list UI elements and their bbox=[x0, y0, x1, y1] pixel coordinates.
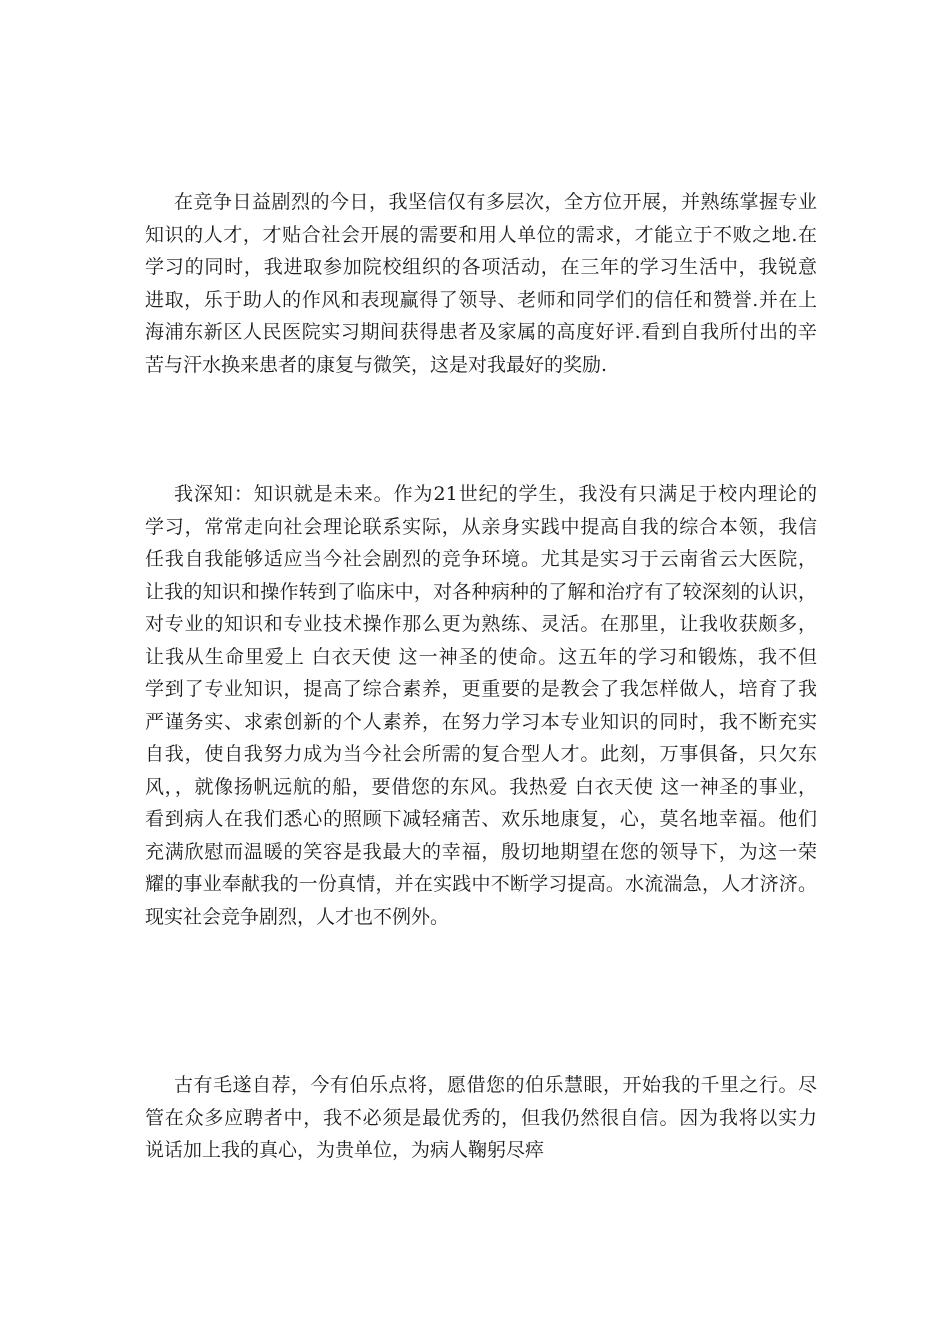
text-line: 自我，使自我努力成为当今社会所需的复合型人才。此刻，万事俱备，只欠东 bbox=[145, 743, 817, 765]
paragraph-self-recommendation bbox=[145, 1069, 817, 1167]
text-line: 充满欣慰而温暖的笑容是我最大的幸福，殷切地期望在您的领导下，为这一荣 bbox=[145, 840, 817, 863]
text-line: 学到了专业知识，提高了综合素养，更重要的是教会了我怎样做人，培育了我 bbox=[145, 678, 817, 700]
text-line: 对专业的知识和专业技术操作那么更为熟练、灵活。在那里，让我收获颇多， bbox=[145, 613, 817, 635]
text-line: 看到病人在我们悉心的照顾下减轻痛苦、欢乐地康复，心，莫名地幸福。他们 bbox=[145, 808, 817, 830]
text-line: 风，，就像扬帆远航的船，要借您的东风。我热爱 白衣天使 这一神圣的事业， bbox=[145, 775, 817, 798]
text-line: 耀的事业奉献我的一份真情，并在实践中不断学习提高。水流湍急，人才济济。 bbox=[145, 873, 817, 895]
paragraph-competition bbox=[145, 186, 817, 381]
text-line: 学习，常常走向社会理论联系实际，从亲身实践中提高自我的综合本领，我信 bbox=[145, 515, 817, 538]
text-line: 苦与汗水换来患者的康复与微笑，这是对我最好的奖励. bbox=[145, 353, 608, 376]
text-line: 说话加上我的真心，为贵单位，为病人鞠躬尽瘁 bbox=[145, 1139, 545, 1161]
text-line: 我深知：知识就是未来。作为21世纪的学生，我没有只满足于校内理论的 bbox=[174, 483, 817, 505]
paragraph-knowledge bbox=[145, 478, 817, 933]
text-line: 任我自我能够适应当今社会剧烈的竞争环境。尤其是实习于云南省云大医院， bbox=[145, 548, 817, 570]
text-line: 进取，乐于助人的作风和表现赢得了领导、老师和同学们的信任和赞誉.并在上 bbox=[145, 288, 817, 311]
text-line: 海浦东新区人民医院实习期间获得患者及家属的高度好评.看到自我所付出的辛 bbox=[145, 321, 817, 343]
text-line: 让我的知识和操作转到了临床中，对各种病种的了解和治疗有了较深刻的认识， bbox=[145, 580, 817, 603]
text-line: 现实社会竞争剧烈，人才也不例外。 bbox=[145, 905, 450, 928]
text-line: 让我从生命里爱上 白衣天使 这一神圣的使命。这五年的学习和锻炼，我不但 bbox=[145, 645, 817, 668]
text-line: 古有毛遂自荐，今有伯乐点将，愿借您的伯乐慧眼，开始我的千里之行。尽 bbox=[174, 1074, 817, 1096]
text-line: 学习的同时，我进取参加院校组织的各项活动，在三年的学习生活中，我锐意 bbox=[145, 256, 817, 278]
text-line: 严谨务实、求索创新的个人素养，在努力学习本专业知识的同时，我不断充实 bbox=[145, 710, 817, 733]
text-line: 知识的人才，才贴合社会开展的需要和用人单位的需求，才能立于不败之地.在 bbox=[145, 223, 817, 246]
text-line: 在竞争日益剧烈的今日，我坚信仅有多层次，全方位开展，并熟练掌握专业 bbox=[174, 191, 817, 213]
text-line: 管在众多应聘者中，我不必须是最优秀的，但我仍然很自信。因为我将以实力 bbox=[145, 1106, 817, 1129]
